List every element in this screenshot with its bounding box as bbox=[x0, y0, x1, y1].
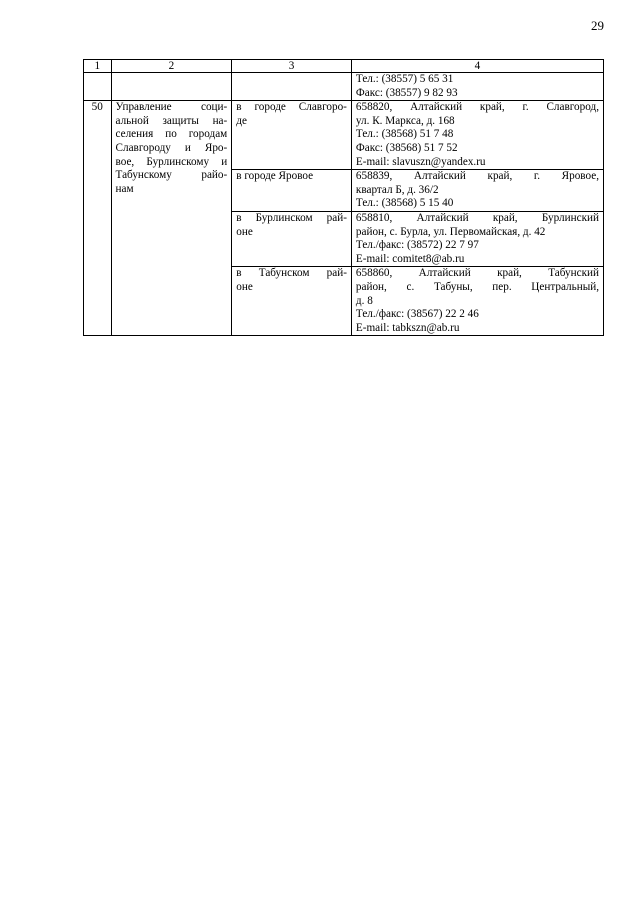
continuation-name-cell bbox=[111, 73, 232, 101]
branch-phone: Тел.: (38568) 51 7 48 bbox=[355, 128, 454, 141]
branch-email: E-mail: slavuszn@yandex.ru bbox=[355, 155, 486, 168]
continuation-row bbox=[84, 73, 604, 101]
table-row bbox=[84, 101, 604, 170]
column-header-1: 1 bbox=[84, 60, 112, 73]
branch-contact-slavgorod bbox=[351, 101, 603, 170]
branch-location-line: де bbox=[236, 114, 247, 127]
entry-name-line: альной защиты на- bbox=[115, 114, 228, 127]
table-header-row bbox=[84, 60, 604, 73]
entry-name-line: Славгороду и Яро- bbox=[115, 141, 228, 154]
branch-phone: Тел.: (38568) 5 15 40 bbox=[355, 197, 454, 210]
branch-location-line: оне bbox=[236, 280, 253, 293]
branch-location-yarovoe bbox=[232, 170, 352, 212]
entry-name-line: Табунскому райо- bbox=[115, 169, 228, 182]
branch-location-line: оне bbox=[236, 225, 253, 238]
branch-address-line: 658860, Алтайский край, Табунский bbox=[355, 267, 599, 280]
entry-name-line: вое, Бурлинскому и bbox=[115, 155, 228, 168]
continuation-fax: Факс: (38557) 9 82 93 bbox=[355, 86, 458, 99]
branch-location-line: в городе Славгоро- bbox=[236, 101, 347, 114]
entry-name bbox=[111, 101, 232, 336]
entry-name-line: Управление соци- bbox=[115, 101, 228, 114]
branch-location-line: в Бурлинском рай- bbox=[236, 211, 347, 224]
branch-fax: Факс: (38568) 51 7 52 bbox=[355, 141, 458, 154]
column-header-2: 2 bbox=[111, 60, 232, 73]
continuation-phone: Тел.: (38557) 5 65 31 bbox=[355, 73, 454, 85]
continuation-location-cell bbox=[232, 73, 352, 101]
branch-contact-yarovoe bbox=[351, 170, 603, 212]
branch-location-burla bbox=[232, 211, 352, 266]
column-header-4: 4 bbox=[351, 60, 603, 73]
entry-name-line: селения по городам bbox=[115, 128, 228, 141]
branch-location-line: в городе Яровое bbox=[236, 170, 314, 183]
branch-phone: Тел./факс: (38567) 22 2 46 bbox=[355, 308, 479, 321]
branch-address-line: район, с. Бурла, ул. Первомайская, д. 42 bbox=[355, 225, 546, 238]
branch-email: E-mail: comitet8@ab.ru bbox=[355, 252, 465, 265]
column-header-3: 3 bbox=[232, 60, 352, 73]
branch-location-slavgorod bbox=[232, 101, 352, 170]
branch-location-line: в Табунском рай- bbox=[236, 267, 347, 280]
branch-phone: Тел./факс: (38572) 22 7 97 bbox=[355, 239, 479, 252]
entry-number: 50 bbox=[84, 101, 112, 336]
branch-address-line: д. 8 bbox=[355, 294, 373, 307]
organizations-table bbox=[83, 59, 604, 336]
entry-name-line: нам bbox=[115, 182, 134, 195]
branch-address-line: 658810, Алтайский край, Бурлинский bbox=[355, 211, 599, 224]
branch-contact-burla bbox=[351, 211, 603, 266]
continuation-contact-cell bbox=[351, 73, 603, 101]
branch-address-line: квартал Б, д. 36/2 bbox=[355, 183, 439, 196]
branch-email: E-mail: tabkszn@ab.ru bbox=[355, 321, 460, 334]
page-number: 29 bbox=[591, 18, 604, 33]
branch-address-line: ул. К. Маркса, д. 168 bbox=[355, 114, 455, 127]
branch-address-line: 658839, Алтайский край, г. Яровое, bbox=[355, 170, 599, 183]
branch-location-tabuny bbox=[232, 267, 352, 336]
branch-address-line: район, с. Табуны, пер. Центральный, bbox=[355, 280, 599, 293]
branch-contact-tabuny bbox=[351, 267, 603, 336]
continuation-number-cell bbox=[84, 73, 112, 101]
branch-address-line: 658820, Алтайский край, г. Славгород, bbox=[355, 101, 599, 114]
